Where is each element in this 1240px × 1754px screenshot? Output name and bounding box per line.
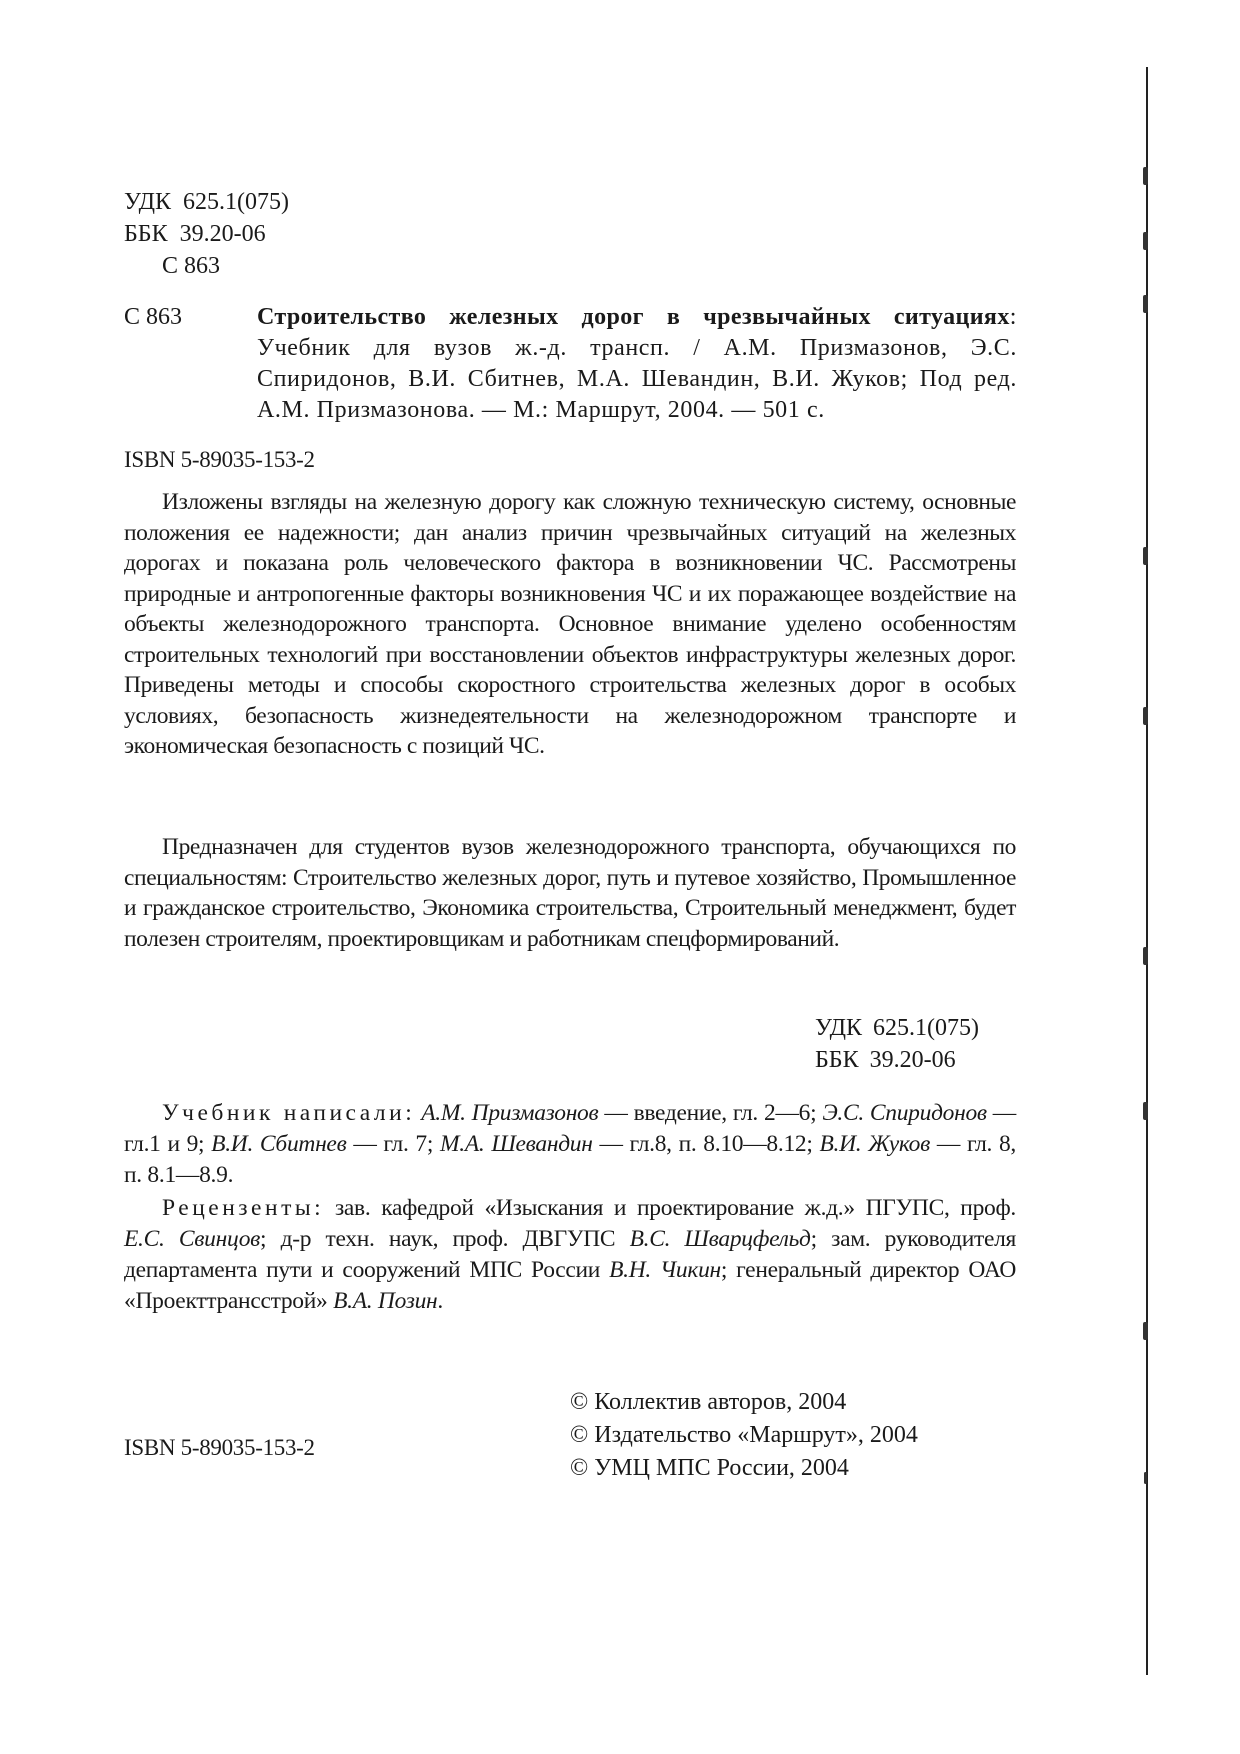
author-part: — введение, гл. 2—6; xyxy=(598,1100,823,1126)
binding-mark xyxy=(1143,232,1148,250)
authors-label: Учебник написали: xyxy=(162,1100,416,1126)
bbk-code-right: ББК 39.20-06 xyxy=(815,1047,956,1073)
binding-mark xyxy=(1143,167,1148,185)
bbk-code: ББК 39.20-06 xyxy=(124,221,266,247)
binding-mark xyxy=(1143,947,1148,965)
isbn-bottom: ISBN 5-89035-153-2 xyxy=(124,1435,315,1460)
binding-mark xyxy=(1144,1472,1147,1484)
udk-code: УДК 625.1(075) xyxy=(124,189,289,215)
binding-mark xyxy=(1143,295,1148,313)
author-name: В.И. Жуков xyxy=(819,1131,931,1157)
binding-mark xyxy=(1143,1102,1148,1120)
reviewer-text: ; д-р техн. наук, проф. ДВГУПС xyxy=(260,1226,630,1252)
reviewer-text: ; зам. руководителя департамента пути и сооружений МПС России xyxy=(124,1226,1017,1283)
reviewer-name: В.А. Позин xyxy=(333,1288,438,1314)
binding-mark xyxy=(1143,707,1148,725)
abstract-paragraph-1: Изложены взгляды на железную дорогу как сложную техническую систему, основные положения ее надежности; дан анализ причин чрезвычайных ситуаций на железных дорогах и показана роль человеческого фактора в возникновении ЧС. Рассмотрены природные и антропогенные факторы возникновения ЧС и их поражающее воздействие на объекты железнодорожного транспорта. Основное внимание уделено особенностям строительных технологий при восстановлении объектов инфраструктуры железных дорог. Приведены методы и способы скоростного строительства железных дорог в особых условиях, безопасность жизнедеятельности на железнодорожном транспорте и экономическая безопасность с позиций ЧС. xyxy=(124,489,1016,759)
copyright-line: © УМЦ МПС России, 2004 xyxy=(570,1455,849,1481)
author-name: А.М. Призмазонов xyxy=(421,1100,599,1126)
copyright-line: © Издательство «Маршрут», 2004 xyxy=(570,1422,918,1448)
author-part: — гл. 8, п. 8.1—8.9. xyxy=(124,1131,1016,1188)
isbn-top: ISBN 5-89035-153-2 xyxy=(124,447,315,472)
author-part: — гл.8, п. 8.10—8.12; xyxy=(592,1131,820,1157)
authors-section xyxy=(124,1098,1016,1191)
reviewer-name: В.С. Шварцфельд xyxy=(629,1226,811,1252)
binding-mark xyxy=(1143,1322,1148,1340)
book-title: Строительство железных дорог в чрезвычайных ситуациях xyxy=(257,304,1010,330)
reviewers-label: Рецензенты: xyxy=(162,1195,325,1221)
reviewer-name: Е.С. Свинцов xyxy=(124,1226,261,1252)
classification-codes-right xyxy=(815,1012,979,1076)
copyright-line: © Коллектив авторов, 2004 xyxy=(570,1389,847,1415)
author-name: В.И. Сбитнев xyxy=(211,1131,347,1157)
copyright-block xyxy=(570,1386,918,1485)
page-edge-binding-line xyxy=(1146,67,1148,1675)
bibliographic-description: Учебник для вузов ж.-д. трансп. / А.М. Призмазонов, Э.С. Спиридонов, В.И. Сбитнев, М.А. Шевандин, В.И. Жуков; Под ред. А.М. Призмазонова. — М.: Маршрут, 2004. — 501 с. xyxy=(257,335,1017,423)
reviewers-section xyxy=(124,1193,1016,1317)
reviewer-text: зав. кафедрой «Изыскания и проектирование ж.д.» ПГУПС, проф. xyxy=(324,1195,1016,1221)
reviewer-text: ; генеральный директор ОАО «Проекттрансстрой» xyxy=(124,1257,1017,1314)
author-name: М.А. Шевандин xyxy=(439,1131,593,1157)
catalog-entry-code: С 863 xyxy=(124,304,183,330)
header-classification-codes xyxy=(124,186,289,282)
abstract-paragraph-2: Предназначен для студентов вузов железнодорожного транспорта, обучающихся по специальностям: Строительство железных дорог, путь и путевое хозяйство, Промышленное и гражданское строительство, Экономика строительства, Строительный менеджмент, будет полезен строителям, проектировщикам и работникам спецформирований. xyxy=(124,834,1016,952)
catalog-entry xyxy=(257,302,1017,426)
reviewer-text: . xyxy=(437,1288,443,1314)
reviewer-name: В.Н. Чикин xyxy=(609,1257,721,1283)
author-part: — гл. 7; xyxy=(346,1131,440,1157)
udk-code-right: УДК 625.1(075) xyxy=(815,1015,979,1041)
author-name: Э.С. Спиридонов xyxy=(822,1100,987,1126)
title-suffix: : xyxy=(1009,304,1017,330)
author-part: — гл.1 и 9; xyxy=(124,1100,1017,1157)
binding-mark xyxy=(1143,547,1148,565)
author-mark: С 863 xyxy=(162,253,221,279)
